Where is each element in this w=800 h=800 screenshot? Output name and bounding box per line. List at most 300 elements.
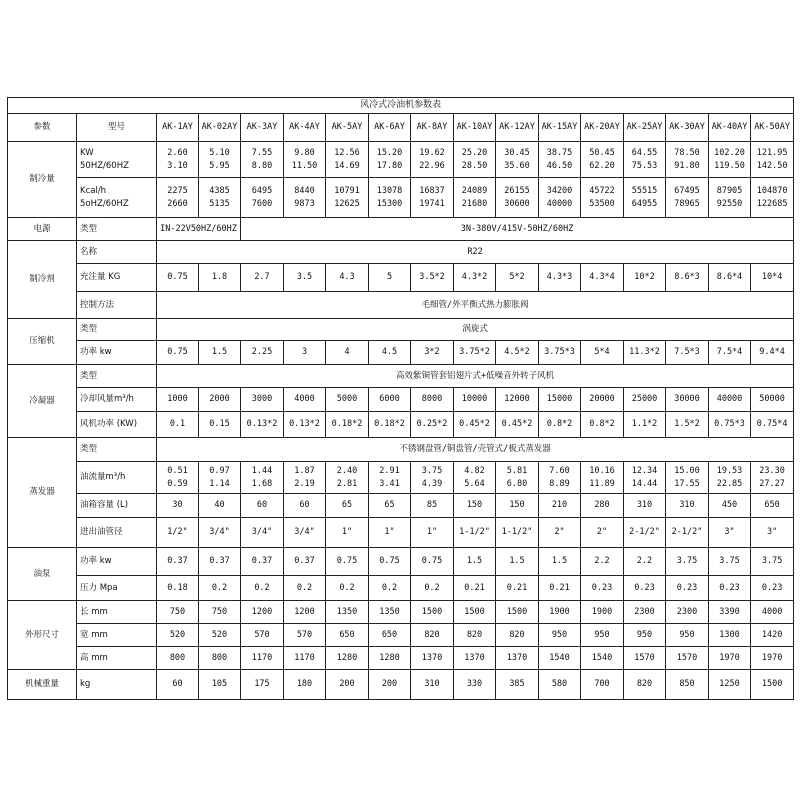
value-line: 2.40	[336, 466, 358, 477]
value-cell: 520	[157, 624, 199, 647]
value-cell: 1250	[709, 670, 751, 700]
value-cell	[666, 178, 709, 218]
value-line: 75.53	[631, 160, 658, 171]
model-header-cell: AK-02AY	[199, 114, 241, 142]
value-cell: 650	[369, 624, 411, 647]
value-line: 1.68	[251, 478, 273, 489]
value-line: 142.50	[756, 160, 788, 171]
value-cell	[369, 142, 411, 178]
value-line: 19741	[419, 198, 445, 209]
table-row	[8, 548, 794, 576]
value-cell: 0.2	[369, 576, 411, 601]
value-cell: 1570	[666, 647, 709, 670]
compressor-type: 涡旋式	[157, 319, 794, 341]
value-cell: 800	[157, 647, 199, 670]
value-line: 27.27	[759, 478, 785, 489]
section-dimensions: 外形尺寸	[8, 601, 77, 670]
table-row	[8, 142, 794, 178]
value-cell: 3.75*3	[539, 341, 581, 365]
value-line: 14.69	[334, 160, 360, 171]
value-line: 2660	[167, 198, 188, 209]
value-line: 87905	[716, 186, 743, 197]
value-cell: 4	[326, 341, 369, 365]
value-cell	[411, 462, 454, 494]
value-cell: 1.1*2	[624, 412, 666, 438]
value-cell: 0.2	[284, 576, 326, 601]
value-cell: 3/4"	[284, 518, 326, 548]
value-cell: 85	[411, 494, 454, 518]
section-weight: 机械重量	[8, 670, 77, 700]
value-cell: 1370	[411, 647, 454, 670]
value-cell: 1370	[496, 647, 539, 670]
value-line: 45722	[589, 186, 615, 197]
value-cell: 30000	[666, 388, 709, 412]
value-line: 78.50	[674, 148, 700, 159]
value-cell: 4.3	[326, 264, 369, 292]
value-line: 46.50	[546, 160, 573, 171]
value-cell	[624, 142, 666, 178]
value-line: 53500	[589, 198, 615, 209]
section-power: 电源	[8, 218, 77, 241]
value-line: 15.00	[674, 466, 700, 477]
value-line: 19.53	[716, 466, 743, 477]
value-line: 11.89	[589, 478, 615, 489]
table-row	[8, 438, 794, 462]
value-cell	[199, 142, 241, 178]
table-row	[8, 494, 794, 518]
value-cell	[751, 178, 794, 218]
value-cell: 1-1/2"	[454, 518, 496, 548]
refrigerant-name: R22	[157, 241, 794, 264]
value-cell: 3.75*2	[454, 341, 496, 365]
table-row	[8, 241, 794, 264]
value-cell: 0.2	[241, 576, 284, 601]
value-line: 7600	[251, 198, 273, 209]
value-cell: 0.18*2	[369, 412, 411, 438]
value-cell: 0.75	[326, 548, 369, 576]
value-line: 22.96	[419, 160, 445, 171]
table-row	[8, 178, 794, 218]
value-cell	[369, 178, 411, 218]
value-cell: 310	[666, 494, 709, 518]
value-cell: 950	[581, 624, 624, 647]
value-cell	[241, 178, 284, 218]
value-cell: 1970	[709, 647, 751, 670]
value-line: 5135	[209, 198, 230, 209]
row-label-line: 50HZ/60HZ	[80, 160, 129, 171]
value-cell	[284, 178, 326, 218]
value-line: 0.97	[209, 466, 230, 477]
value-cell: 3"	[751, 518, 794, 548]
value-cell: 2.2	[624, 548, 666, 576]
value-cell: 0.75	[157, 264, 199, 292]
row-label: kg	[77, 670, 157, 700]
row-label: 进出油管径	[77, 518, 157, 548]
value-cell: 8.6*4	[709, 264, 751, 292]
value-cell: 40000	[709, 388, 751, 412]
value-cell	[157, 178, 199, 218]
value-cell: 1.5*2	[666, 412, 709, 438]
row-label: 名称	[77, 241, 157, 264]
value-cell: 8.6*3	[666, 264, 709, 292]
value-cell: 1.5	[199, 341, 241, 365]
value-line: 0.59	[167, 478, 188, 489]
value-cell: 5*4	[581, 341, 624, 365]
row-label-line: KW	[80, 148, 94, 159]
model-header-cell: AK-4AY	[284, 114, 326, 142]
value-line: 38.75	[546, 148, 573, 159]
value-cell: 2300	[666, 601, 709, 624]
value-cell: 5000	[326, 388, 369, 412]
value-line: 92550	[716, 198, 743, 209]
value-cell: 1280	[369, 647, 411, 670]
value-cell: 0.18*2	[326, 412, 369, 438]
value-cell	[284, 142, 326, 178]
value-line: 5.64	[464, 478, 485, 489]
value-cell	[284, 462, 326, 494]
value-line: 7.55	[251, 148, 273, 159]
model-header-cell: AK-20AY	[581, 114, 624, 142]
value-cell: 10000	[454, 388, 496, 412]
value-cell: 150	[454, 494, 496, 518]
value-cell	[581, 142, 624, 178]
value-cell	[411, 178, 454, 218]
power-single-phase: IN-22V50HZ/60HZ	[157, 218, 241, 241]
value-cell	[539, 178, 581, 218]
value-cell: 105	[199, 670, 241, 700]
value-cell: 4.5*2	[496, 341, 539, 365]
section-evaporator: 蒸发器	[8, 438, 77, 548]
value-line: 9.80	[294, 148, 315, 159]
value-cell	[624, 462, 666, 494]
value-cell	[496, 462, 539, 494]
row-label: 油流量m³/h	[77, 462, 157, 494]
value-cell	[326, 462, 369, 494]
value-cell: 1500	[751, 670, 794, 700]
value-cell: 2000	[199, 388, 241, 412]
value-line: 11.50	[291, 160, 318, 171]
value-cell: 12000	[496, 388, 539, 412]
value-cell	[751, 142, 794, 178]
value-cell: 3.5	[284, 264, 326, 292]
value-line: 5.95	[209, 160, 230, 171]
value-cell: 30	[157, 494, 199, 518]
value-cell	[539, 142, 581, 178]
value-cell: 0.13*2	[284, 412, 326, 438]
value-line: 3.75	[421, 466, 443, 477]
table-row	[8, 647, 794, 670]
value-cell: 1900	[581, 601, 624, 624]
value-cell: 3.75	[751, 548, 794, 576]
value-cell: 60	[284, 494, 326, 518]
value-line: 55515	[631, 186, 658, 197]
row-label: 高 mm	[77, 647, 157, 670]
value-cell: 580	[539, 670, 581, 700]
value-line: 64.55	[631, 148, 658, 159]
value-cell	[369, 462, 411, 494]
value-line: 8.80	[251, 160, 273, 171]
value-cell: 310	[624, 494, 666, 518]
value-line: 5.81	[506, 466, 528, 477]
value-cell: 820	[496, 624, 539, 647]
value-cell: 3.75	[666, 548, 709, 576]
value-cell: 820	[624, 670, 666, 700]
value-cell: 175	[241, 670, 284, 700]
value-cell: 0.21	[496, 576, 539, 601]
row-label: 充注量 KG	[77, 264, 157, 292]
value-cell: 3390	[709, 601, 751, 624]
table-row	[8, 518, 794, 548]
value-cell: 570	[241, 624, 284, 647]
parameter-table	[7, 97, 794, 700]
row-label: 功率 kw	[77, 341, 157, 365]
value-cell: 2300	[624, 601, 666, 624]
value-cell: 15000	[539, 388, 581, 412]
value-cell: 7.5*3	[666, 341, 709, 365]
value-cell: 2"	[581, 518, 624, 548]
row-label: 类型	[77, 365, 157, 388]
value-cell: 25000	[624, 388, 666, 412]
value-cell: 4.3*3	[539, 264, 581, 292]
model-header-cell: AK-40AY	[709, 114, 751, 142]
value-cell: 10*2	[624, 264, 666, 292]
value-cell: 3	[284, 341, 326, 365]
value-cell: 3*2	[411, 341, 454, 365]
value-cell: 0.13*2	[241, 412, 284, 438]
value-cell: 4.5	[369, 341, 411, 365]
value-line: 8440	[294, 186, 315, 197]
value-line: 6.80	[506, 478, 528, 489]
value-cell: 60	[157, 670, 199, 700]
value-cell: 750	[157, 601, 199, 624]
value-cell: 1500	[454, 601, 496, 624]
value-cell	[241, 142, 284, 178]
value-cell: 65	[326, 494, 369, 518]
value-cell: 1"	[411, 518, 454, 548]
value-cell: 0.75	[369, 548, 411, 576]
section-compressor: 压缩机	[8, 319, 77, 365]
value-cell: 9.4*4	[751, 341, 794, 365]
value-line: 15300	[376, 198, 403, 209]
row-label: 冷却风量m³/h	[77, 388, 157, 412]
value-line: 19.62	[419, 148, 445, 159]
value-cell	[411, 142, 454, 178]
value-cell: 150	[496, 494, 539, 518]
value-line: 91.80	[674, 160, 700, 171]
value-cell: 1570	[624, 647, 666, 670]
value-cell: 2.25	[241, 341, 284, 365]
value-cell	[539, 462, 581, 494]
row-label	[77, 142, 157, 178]
value-cell: 50000	[751, 388, 794, 412]
table-row	[8, 365, 794, 388]
value-line: 8.89	[549, 478, 570, 489]
row-label: 压力 Mpa	[77, 576, 157, 601]
value-cell: 0.8*2	[581, 412, 624, 438]
value-cell: 0.2	[326, 576, 369, 601]
power-three-phase: 3N-380V/415V-50HZ/60HZ	[241, 218, 794, 241]
value-cell: 570	[284, 624, 326, 647]
value-cell: 0.75*3	[709, 412, 751, 438]
value-cell: 650	[751, 494, 794, 518]
value-cell: 1970	[751, 647, 794, 670]
value-cell: 1420	[751, 624, 794, 647]
table-title: 风冷式冷油机参数表	[8, 98, 794, 114]
value-cell: 5*2	[496, 264, 539, 292]
value-line: 12625	[334, 198, 360, 209]
value-line: 78965	[674, 198, 700, 209]
value-cell: 1200	[284, 601, 326, 624]
table-row	[8, 341, 794, 365]
value-cell: 310	[411, 670, 454, 700]
value-cell	[454, 142, 496, 178]
value-cell: 650	[326, 624, 369, 647]
value-cell: 1000	[157, 388, 199, 412]
value-line: 119.50	[714, 160, 745, 171]
value-cell: 1280	[326, 647, 369, 670]
value-cell: 1170	[241, 647, 284, 670]
table-row	[8, 218, 794, 241]
value-cell: 1350	[326, 601, 369, 624]
model-header-cell: AK-3AY	[241, 114, 284, 142]
value-cell: 3/4"	[199, 518, 241, 548]
value-cell: 2"	[539, 518, 581, 548]
row-label: 功率 kw	[77, 548, 157, 576]
value-line: 21680	[461, 198, 488, 209]
value-line: 104870	[756, 186, 788, 197]
value-line: 4385	[209, 186, 230, 197]
value-line: 28.50	[461, 160, 488, 171]
row-label: 类型	[77, 218, 157, 241]
value-cell: 0.15	[199, 412, 241, 438]
value-cell: 0.75*4	[751, 412, 794, 438]
value-cell: 1.5	[539, 548, 581, 576]
value-line: 2.60	[167, 148, 188, 159]
value-cell: 1900	[539, 601, 581, 624]
value-cell	[454, 462, 496, 494]
value-line: 6495	[251, 186, 273, 197]
table-row	[8, 292, 794, 319]
value-cell	[581, 178, 624, 218]
value-cell: 1.8	[199, 264, 241, 292]
value-line: 1.44	[251, 466, 273, 477]
value-line: 2.91	[379, 466, 400, 477]
value-cell: 330	[454, 670, 496, 700]
value-cell: 0.8*2	[539, 412, 581, 438]
value-cell: 1-1/2"	[496, 518, 539, 548]
value-cell: 1"	[326, 518, 369, 548]
value-cell: 0.23	[624, 576, 666, 601]
value-cell: 950	[539, 624, 581, 647]
value-cell	[709, 142, 751, 178]
value-line: 5.10	[209, 148, 230, 159]
value-cell	[326, 178, 369, 218]
value-line: 34200	[546, 186, 573, 197]
value-cell	[157, 462, 199, 494]
value-cell: 450	[709, 494, 751, 518]
model-header-cell: AK-15AY	[539, 114, 581, 142]
value-line: 1.87	[294, 466, 315, 477]
value-cell: 700	[581, 670, 624, 700]
value-cell	[326, 142, 369, 178]
table-row	[8, 388, 794, 412]
value-line: 9873	[294, 198, 315, 209]
value-cell	[624, 178, 666, 218]
model-header-cell: AK-1AY	[157, 114, 199, 142]
value-cell: 1500	[496, 601, 539, 624]
value-cell: 1/2"	[157, 518, 199, 548]
value-line: 2.19	[294, 478, 315, 489]
value-line: 35.60	[504, 160, 530, 171]
value-cell: 385	[496, 670, 539, 700]
value-cell	[454, 178, 496, 218]
value-line: 17.55	[674, 478, 700, 489]
value-cell: 7.5*4	[709, 341, 751, 365]
row-label: 宽 mm	[77, 624, 157, 647]
model-header-cell: AK-5AY	[326, 114, 369, 142]
value-cell	[199, 462, 241, 494]
value-line: 122685	[756, 198, 788, 209]
value-cell: 4.3*2	[454, 264, 496, 292]
value-cell: 1200	[241, 601, 284, 624]
value-line: 0.51	[167, 466, 188, 477]
value-cell: 60	[241, 494, 284, 518]
value-cell: 1540	[581, 647, 624, 670]
table-row	[8, 576, 794, 601]
value-cell: 3.75	[709, 548, 751, 576]
value-line: 12.56	[334, 148, 360, 159]
table-row	[8, 670, 794, 700]
value-cell	[709, 178, 751, 218]
value-cell: 1.5	[454, 548, 496, 576]
value-cell: 850	[666, 670, 709, 700]
value-line: 64955	[631, 198, 658, 209]
value-cell	[496, 142, 539, 178]
value-line: 14.44	[631, 478, 658, 489]
value-line: 40000	[546, 198, 573, 209]
condenser-type: 高效紫铜管套铝翅片式+低噪音外转子风机	[157, 365, 794, 388]
value-cell: 2-1/2"	[624, 518, 666, 548]
value-cell	[666, 142, 709, 178]
value-cell: 200	[326, 670, 369, 700]
param-header: 参数	[8, 114, 77, 142]
value-cell	[496, 178, 539, 218]
model-header-cell: AK-12AY	[496, 114, 539, 142]
value-cell: 1.5	[496, 548, 539, 576]
value-cell: 750	[199, 601, 241, 624]
value-cell: 5	[369, 264, 411, 292]
table-row	[8, 624, 794, 647]
value-line: 1.14	[209, 478, 230, 489]
value-cell: 10*4	[751, 264, 794, 292]
value-line: 67495	[674, 186, 700, 197]
value-line: 23.30	[759, 466, 785, 477]
value-cell: 0.23	[751, 576, 794, 601]
value-cell: 0.37	[157, 548, 199, 576]
value-cell: 6000	[369, 388, 411, 412]
value-line: 2275	[167, 186, 188, 197]
value-line: 10791	[334, 186, 360, 197]
value-cell: 2.7	[241, 264, 284, 292]
value-cell: 0.23	[709, 576, 751, 601]
model-header-cell: AK-50AY	[751, 114, 794, 142]
value-cell: 0.37	[241, 548, 284, 576]
value-line: 12.34	[631, 466, 658, 477]
value-line: 17.80	[376, 160, 403, 171]
row-label: 类型	[77, 438, 157, 462]
value-cell: 1500	[411, 601, 454, 624]
value-cell: 0.75	[411, 548, 454, 576]
